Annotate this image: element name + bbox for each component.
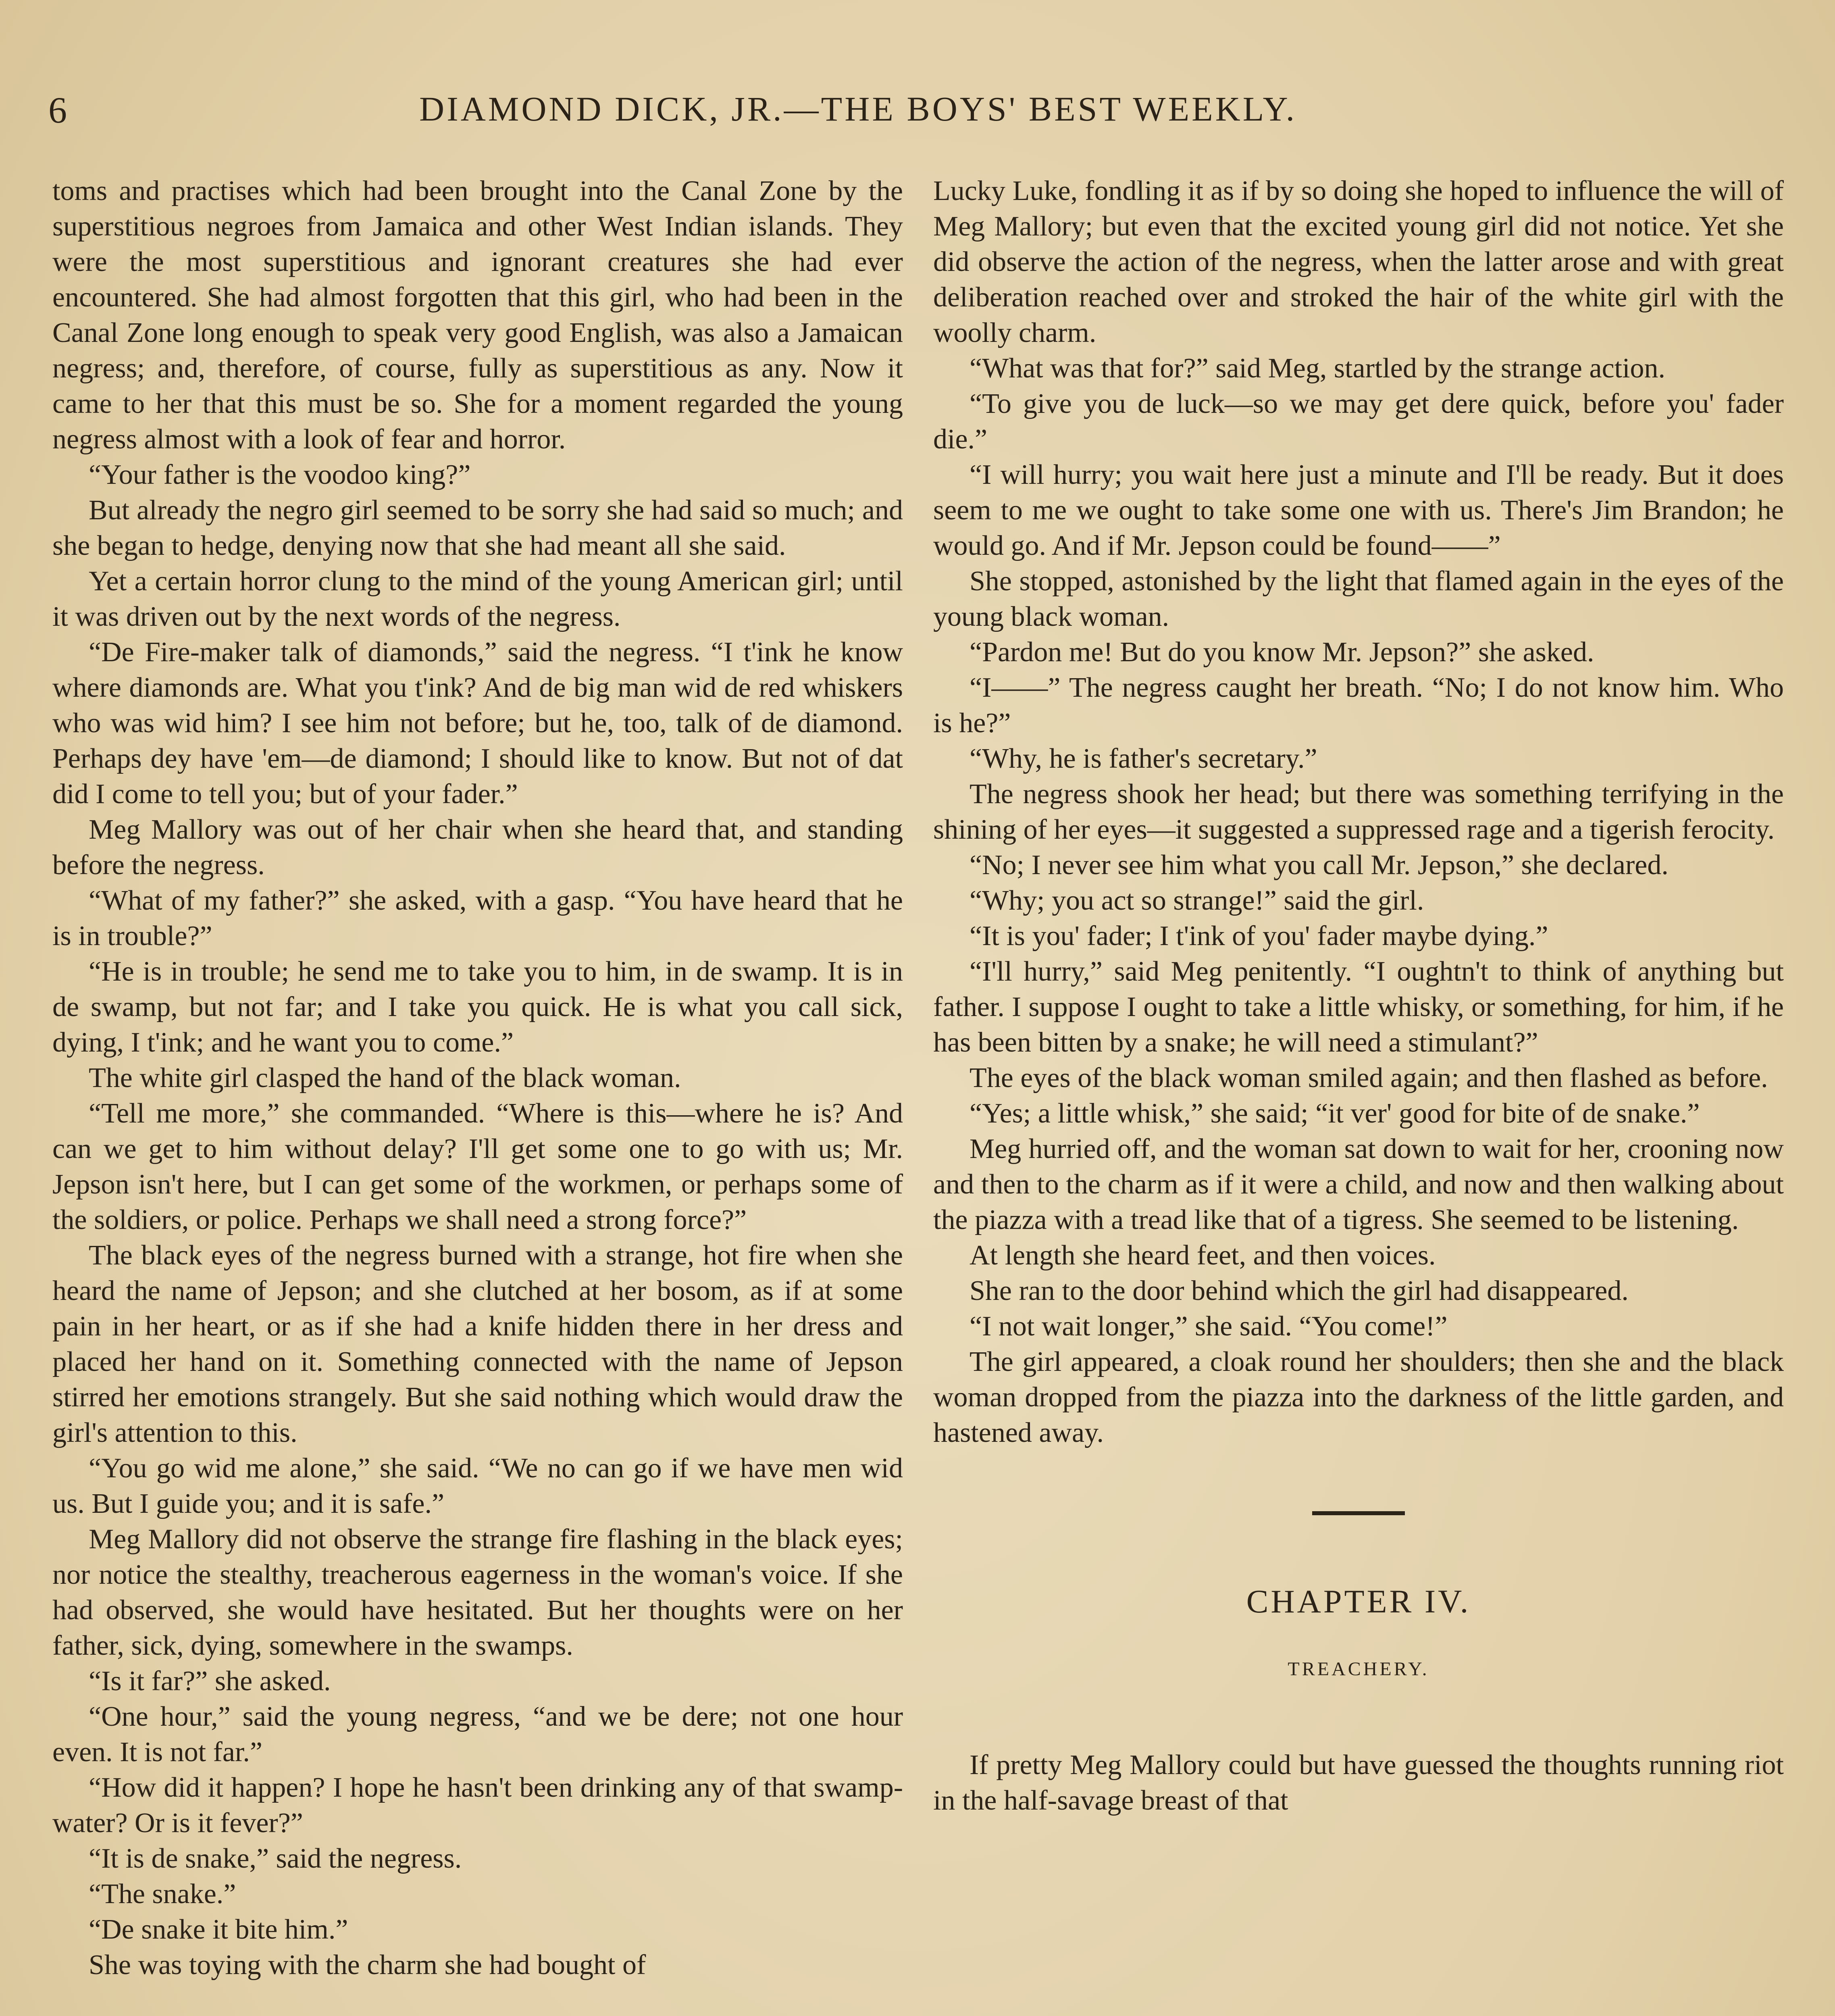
paragraph: “I——” The negress caught her breath. “No; I do not know him. Who is he?” <box>933 672 1784 739</box>
paragraph: “Your father is the voodoo king?” <box>89 459 471 490</box>
paragraph: “Pardon me! But do you know Mr. Jepson?” she asked. <box>970 637 1594 668</box>
paragraph: toms and practises which had been brought into the Canal Zone by the superstitious negroes from Jamaica and other West Indian islands. They were the most superstitious and ignorant creatures she had ever encountered. She had almost forgotten that this girl, who had been in the Canal Zone long enough to speak very good English, was also a Jamaican negress; and, therefore, of course, fully as superstitious as any. Now it came to her that this must be so. She for a moment regarded the young negress almost with a look of fear and horror. <box>52 175 903 455</box>
paragraph: The eyes of the black woman smiled again; and then flashed as before. <box>970 1062 1768 1093</box>
right-column <box>933 173 1784 1818</box>
paragraph: The girl appeared, a cloak round her shoulders; then she and the black woman dropped from the piazza into the darkness of the little garden, and hastened away. <box>933 1346 1784 1448</box>
paragraph: “Why; you act so strange!” said the girl. <box>970 885 1424 916</box>
paragraph: “I not wait longer,” she said. “You come!” <box>970 1311 1448 1342</box>
paragraph: The negress shook her head; but there was something terrifying in the shining of her eyes—it suggested a suppressed rage and a tigerish ferocity. <box>933 779 1784 845</box>
paragraph: “De Fire-maker talk of diamonds,” said the negress. “I t'ink he know where diamonds are. What you t'ink? And de big man wid de red whiskers who was wid him? I see him not before; but he, too, talk of de diamond. Perhaps dey have 'em—de diamond; I should like to know. But not of dat did I come to tell you; but of your fader.” <box>52 637 903 810</box>
paragraph: “Yes; a little whisk,” she said; “it ver' good for bite of de snake.” <box>970 1098 1700 1129</box>
paragraph: “It is you' fader; I t'ink of you' fader maybe dying.” <box>970 921 1548 952</box>
paragraph: “De snake it bite him.” <box>89 1914 348 1945</box>
paragraph: She ran to the door behind which the girl had disappeared. <box>970 1275 1629 1306</box>
paragraph: Yet a certain horror clung to the mind of the young American girl; until it was driven out by the next words of the negress. <box>52 566 903 632</box>
chapter-title: CHAPTER IV. <box>1246 1583 1471 1620</box>
paragraph: At length she heard feet, and then voices. <box>970 1240 1436 1271</box>
paragraph: Lucky Luke, fondling it as if by so doing she hoped to influence the will of Meg Mallory; but even that the excited young girl did not notice. Yet she did observe the action of the negress, when the latter arose and with great deliberation reached over and stroked the hair of the white girl with the woolly charm. <box>933 175 1784 348</box>
paragraph: Meg hurried off, and the woman sat down to wait for her, crooning now and then to the charm as if it were a child, and now and then walking about the piazza with a tread like that of a tigress. She seemed to be listening. <box>933 1133 1784 1235</box>
paragraph: “Why, he is father's secretary.” <box>970 743 1317 774</box>
paragraph: But already the negro girl seemed to be sorry she had said so much; and she began to hedge, denying now that she had meant all she said. <box>52 495 903 561</box>
left-column <box>52 173 903 1983</box>
paragraph: She was toying with the charm she had bought of <box>89 1949 646 1981</box>
chapter-opening-paragraph: If pretty Meg Mallory could but have guessed the thoughts running riot in the half-savage breast of that <box>933 1749 1784 1816</box>
paragraph: “He is in trouble; he send me to take you to him, in de swamp. It is in de swamp, but not far; and I take you quick. He is what you call sick, dying, I t'ink; and he want you to come.” <box>52 956 903 1058</box>
paragraph: “To give you de luck—so we may get dere quick, before you' fader die.” <box>933 388 1784 455</box>
paragraph: “I'll hurry,” said Meg penitently. “I oughtn't to think of anything but father. I suppose I ought to take a little whisky, or something, for him, if he has been bitten by a snake; he will need a stimulant?” <box>933 956 1784 1058</box>
chapter-divider <box>1312 1511 1405 1515</box>
paragraph: “You go wid me alone,” she said. “We no can go if we have men wid us. But I guide you; and it is safe.” <box>52 1453 903 1519</box>
paragraph: “One hour,” said the young negress, “and we be dere; not one hour even. It is not far.” <box>52 1701 903 1768</box>
paragraph: “No; I never see him what you call Mr. Jepson,” she declared. <box>970 850 1669 881</box>
running-head: DIAMOND DICK, JR.—THE BOYS' BEST WEEKLY. <box>419 90 1297 128</box>
paragraph: “How did it happen? I hope he hasn't been drinking any of that swamp-water? Or is it fever?” <box>52 1772 903 1839</box>
paragraph: “What of my father?” she asked, with a gasp. “You have heard that he is in trouble?” <box>52 885 903 952</box>
paragraph: “It is de snake,” said the negress. <box>89 1843 462 1874</box>
paragraph: “Tell me more,” she commanded. “Where is this—where he is? And can we get to him without delay? I'll get some one to go with us; Mr. Jepson isn't here, but I can get some of the workmen, or perhaps some of the soldiers, or police. Perhaps we shall need a strong force?” <box>52 1098 903 1235</box>
paragraph: “I will hurry; you wait here just a minute and I'll be ready. But it does seem to me we ought to take some one with us. There's Jim Brandon; he would go. And if Mr. Jepson could be found——” <box>933 459 1784 561</box>
chapter-subtitle: TREACHERY. <box>1288 1658 1429 1680</box>
paragraph: The black eyes of the negress burned with a strange, hot fire when she heard the name of Jepson; and she clutched at her bosom, as if at some pain in her heart, or as if she had a knife hidden there in her dress and placed her hand on it. Something connected with the name of Jepson stirred her emotions strangely. But she said nothing which would draw the girl's attention to this. <box>52 1240 903 1448</box>
paragraph: “The snake.” <box>89 1879 236 1910</box>
paragraph: She stopped, astonished by the light that flamed again in the eyes of the young black woman. <box>933 566 1784 632</box>
paragraph: Meg Mallory was out of her chair when she heard that, and standing before the negress. <box>52 814 903 881</box>
paragraph: “Is it far?” she asked. <box>89 1666 331 1697</box>
page-number: 6 <box>48 90 68 131</box>
paragraph: The white girl clasped the hand of the black woman. <box>89 1062 681 1093</box>
paragraph: Meg Mallory did not observe the strange fire flashing in the black eyes; nor notice the stealthy, treacherous eagerness in the woman's voice. If she had observed, she would have hesitated. But her thoughts were on her father, sick, dying, somewhere in the swamps. <box>52 1524 903 1661</box>
paragraph: “What was that for?” said Meg, startled by the strange action. <box>970 353 1666 384</box>
page-header <box>48 89 1794 137</box>
